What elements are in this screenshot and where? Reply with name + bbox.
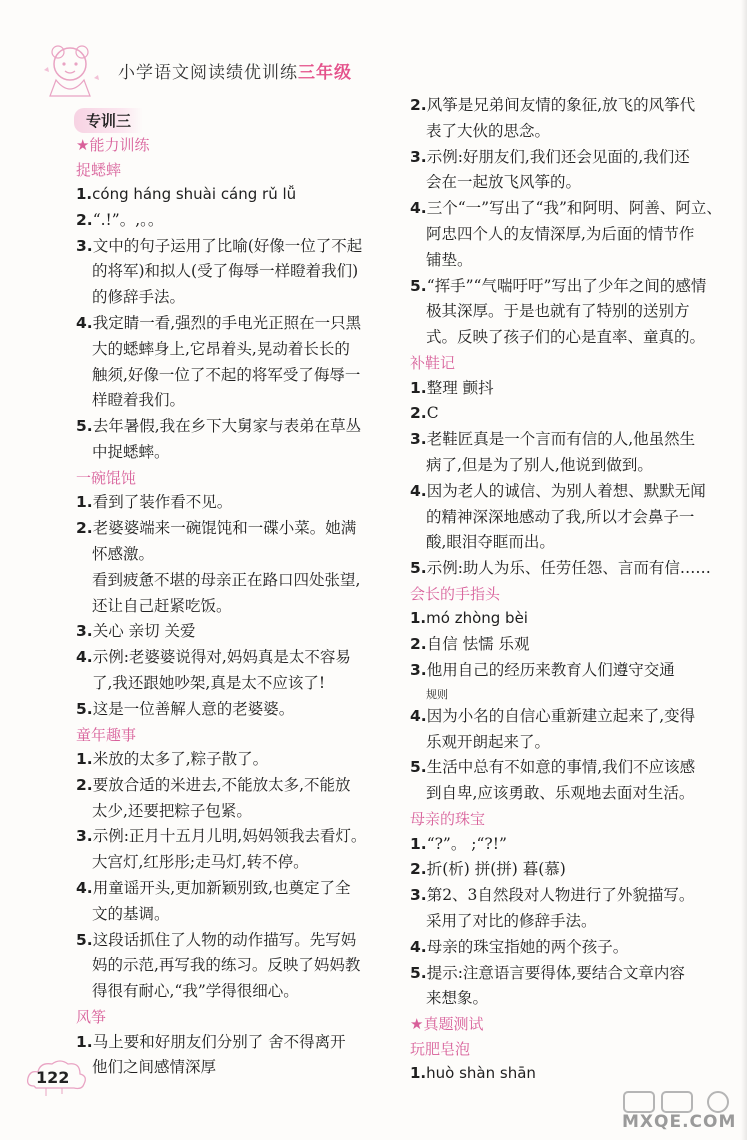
answer-item	[410, 481, 706, 500]
answer-item	[410, 963, 685, 982]
answer-item	[410, 834, 507, 853]
item-number: 1.	[76, 750, 93, 768]
page-number-badge	[24, 1056, 90, 1098]
item-number: 4.	[410, 199, 427, 218]
item-number: 3.	[410, 886, 427, 905]
item-number: 1.	[410, 609, 427, 628]
line-text: 文中的句子运用了比喻(好像一位了不起	[92, 236, 363, 255]
item-number: 1.	[410, 834, 427, 853]
answer-item	[410, 888, 694, 904]
answer-continuation	[426, 175, 581, 191]
line-text: 了,我还跟她吵架,真是太不应该了!	[92, 673, 326, 692]
watermark-logo-icon	[618, 1088, 744, 1114]
item-number: 3.	[410, 661, 427, 679]
answer-item	[410, 98, 695, 114]
line-text: 用童谣开头,更加新颖别致,也奠定了全	[92, 879, 351, 897]
item-number: 5.	[410, 559, 427, 578]
item-number: 3.	[76, 827, 93, 846]
line-text: 规则	[426, 687, 448, 701]
answer-continuation	[426, 507, 695, 526]
section-heading	[76, 160, 122, 179]
line-text: 示例:正月十五月儿明,妈妈领我去看灯。	[92, 827, 367, 846]
line-text: 折(析) 拼(拼) 暮(慕)	[426, 860, 566, 879]
answer-item	[410, 862, 566, 878]
line-text: 会在一起放飞风筝的。	[426, 173, 582, 192]
line-text: 他们之间感情深厚	[92, 1058, 217, 1077]
line-text: 童年趣事	[76, 725, 137, 744]
line-text: 风筝	[76, 1008, 107, 1026]
item-number: 2.	[410, 635, 427, 654]
watermark	[618, 1088, 744, 1136]
item-number: 2.	[76, 210, 93, 229]
item-number: 1.	[76, 493, 93, 512]
line-text: 太少,还要把粽子包紧。	[92, 801, 252, 820]
answer-item	[410, 937, 629, 956]
answer-continuation	[92, 958, 360, 974]
answer-item	[76, 316, 361, 332]
line-text: 马上要和好朋友们分别了 舍不得离开	[92, 1032, 346, 1051]
section-heading	[76, 1010, 106, 1025]
answer-continuation	[426, 250, 473, 269]
answer-item	[410, 637, 530, 653]
line-text: 关心 亲切 关爱	[92, 622, 196, 641]
answer-continuation	[92, 339, 350, 358]
answer-item	[76, 419, 361, 435]
line-text: 生活中总有不如意的事情,我们不应该感	[426, 758, 696, 777]
answer-item	[76, 829, 366, 845]
answer-item	[410, 706, 696, 725]
line-text: 示例:好朋友们,我们还会见面的,我们还	[426, 147, 690, 166]
answer-continuation	[426, 911, 597, 930]
line-text: 乐观开朗起来了。	[426, 732, 551, 751]
item-number: 1.	[76, 185, 93, 203]
item-number: 2.	[76, 775, 93, 794]
grade-label: 三年级	[298, 63, 352, 83]
item-number: 3.	[410, 147, 427, 166]
answer-item	[76, 752, 268, 768]
line-text: 玩肥皂泡	[410, 1039, 471, 1058]
answer-item	[76, 1032, 346, 1051]
item-number: 5.	[410, 758, 427, 777]
item-number: 3.	[76, 236, 93, 255]
answer-continuation	[426, 330, 705, 346]
answer-continuation	[426, 689, 448, 700]
line-text: 大的蟋蟀身上,它昂着头,晃动着长长的	[92, 339, 350, 358]
item-number: 2.	[410, 860, 427, 879]
line-text: 去年暑假,我在乡下大舅家与表弟在草丛	[92, 417, 362, 436]
book-title	[118, 58, 352, 83]
item-number: 2.	[410, 96, 427, 114]
item-number: 3.	[410, 430, 427, 449]
line-text: 到自卑,应该勇敢、乐观地去面对生活。	[426, 784, 695, 803]
line-text: 一碗馄饨	[76, 468, 137, 487]
line-text: 老鞋匠真是一个言而有信的人,他虽然生	[426, 430, 696, 449]
line-text: 看到疲惫不堪的母亲正在路口四处张望,	[92, 570, 361, 589]
answer-item	[410, 561, 711, 577]
line-text: 病了,但是为了别人,他说到做到。	[426, 455, 653, 474]
answer-item	[410, 378, 494, 397]
section-heading	[410, 1039, 471, 1058]
girl-mascot-icon	[38, 40, 102, 100]
line-text: 捉蟋蟀	[76, 160, 122, 179]
line-text: 他用自己的经历来教育人们遵守交通	[426, 661, 675, 679]
line-text: 的精神深深地感动了我,所以才会鼻子一	[426, 507, 695, 526]
answer-item	[410, 760, 695, 776]
answer-item	[410, 147, 690, 166]
line-text: “?”。 ;“?!”	[426, 834, 507, 853]
line-text: 会长的手指头	[410, 584, 501, 603]
line-text: 米放的太多了,粽子散了。	[92, 750, 269, 768]
section-heading	[410, 812, 485, 827]
line-text: 我定睛一看,强烈的手电光正照在一只黑	[92, 314, 362, 332]
line-text: 的修辞手法。	[92, 288, 186, 307]
section-heading	[410, 584, 501, 603]
answer-continuation	[92, 570, 361, 589]
answer-item	[76, 650, 351, 666]
answer-continuation	[426, 121, 551, 140]
line-text: 样瞪着我们。	[92, 391, 186, 410]
line-text: 触须,好像一位了不起的将军受了侮辱一	[92, 365, 361, 384]
line-text: 大宫灯,红彤彤;走马灯,转不停。	[92, 853, 309, 872]
answer-item	[410, 611, 528, 626]
answer-item	[76, 236, 363, 255]
item-number: 1.	[410, 378, 427, 397]
line-text: 第2、3自然段对人物进行了外貌描写。	[426, 886, 695, 905]
answer-item	[76, 930, 357, 949]
section-tag: 专训三	[74, 108, 143, 133]
item-number: 1.	[76, 1032, 93, 1051]
section-heading	[76, 468, 137, 487]
page-edge-shadow	[741, 0, 747, 1140]
line-text: 得很有耐心,“我”学得很细心。	[92, 982, 299, 1001]
answer-continuation	[92, 801, 252, 820]
line-text: mó zhòng bèi	[426, 609, 528, 628]
item-number: 5.	[76, 699, 93, 718]
line-text: 补鞋记	[410, 354, 456, 372]
line-text: 因为老人的诚信、为别人着想、默默无闻	[426, 481, 706, 500]
item-number: 4.	[410, 706, 427, 725]
line-text: 怀感激。	[92, 544, 155, 563]
answer-continuation	[92, 1060, 216, 1076]
line-text: 来想象。	[426, 989, 489, 1008]
answer-continuation	[92, 264, 358, 280]
watermark-text: MXQE.COM	[622, 1112, 737, 1132]
part-heading	[410, 1017, 483, 1032]
line-text: 母亲的珠宝	[410, 810, 486, 828]
line-text: 的将军)和拟人(受了侮辱一样瞪着我们)	[92, 262, 359, 281]
answer-item	[410, 201, 722, 217]
line-text: huò shàn shān	[426, 1064, 536, 1083]
answer-continuation	[92, 673, 326, 692]
page-header	[30, 40, 550, 100]
line-text: 铺垫。	[426, 250, 473, 269]
line-text: 风筝是兄弟间友情的象征,放飞的风筝代	[426, 96, 696, 114]
line-text: 三个“一”写出了“我”和阿明、阿善、阿立、	[426, 199, 722, 218]
answer-item	[76, 881, 351, 897]
line-text: “.!”。,。。	[92, 210, 164, 229]
answer-continuation	[92, 393, 185, 409]
answer-item	[76, 775, 351, 794]
line-text: “挥手”“气喘吁吁”写出了少年之间的感情	[426, 276, 707, 295]
line-text: 自信 怯懦 乐观	[426, 635, 530, 654]
line-text: 还让自己赶紧吃饭。	[92, 596, 232, 615]
part-heading	[76, 138, 149, 153]
answer-continuation	[426, 455, 653, 474]
book-title-text: 小学语文阅读绩优训练	[118, 63, 298, 83]
answer-item	[410, 276, 707, 295]
item-number: 5.	[76, 417, 93, 436]
item-number: 2.	[76, 519, 93, 538]
item-number: 4.	[76, 648, 93, 667]
line-text: C	[426, 404, 439, 423]
line-text: 式。反映了孩子们的心是直率、童真的。	[426, 328, 706, 347]
line-text: 这是一位善解人意的老婆婆。	[92, 699, 295, 718]
line-text: 示例:助人为乐、任劳任怨、言而有信……	[426, 559, 711, 578]
line-text: 要放合适的米进去,不能放太多,不能放	[92, 775, 351, 794]
answer-item	[76, 495, 232, 511]
line-text: 妈的示范,再写我的练习。反映了妈妈教	[92, 956, 361, 975]
answer-continuation	[92, 290, 185, 306]
item-number: 1.	[410, 1064, 427, 1083]
answer-continuation	[92, 596, 232, 615]
line-text: 这段话抓住了人物的动作描写。先写妈	[92, 930, 357, 949]
answer-item	[76, 210, 164, 229]
page-number: 122	[36, 1068, 70, 1087]
line-text: 采用了对比的修辞手法。	[426, 911, 597, 930]
item-number: 5.	[410, 963, 427, 982]
line-text: 表了大伙的思念。	[426, 121, 551, 140]
answer-item	[76, 699, 295, 718]
item-number: 2.	[410, 404, 427, 423]
item-number: 5.	[410, 276, 427, 295]
line-text: 提示:注意语言要得体,要结合文章内容	[426, 963, 685, 982]
answer-item	[76, 521, 356, 537]
item-number: 4.	[410, 481, 427, 500]
item-number: 3.	[76, 622, 93, 641]
line-text: 整理 颤抖	[426, 378, 494, 397]
answer-continuation	[426, 732, 551, 751]
line-text: 示例:老婆婆说得对,妈妈真是太不容易	[92, 648, 351, 667]
answer-item	[410, 663, 675, 679]
answer-continuation	[92, 984, 299, 1000]
answer-continuation	[426, 991, 488, 1007]
line-text: 极其深厚。于是也就有了特别的送别方	[426, 302, 690, 321]
item-number: 4.	[76, 314, 93, 332]
answer-item	[76, 187, 296, 202]
item-number: 5.	[76, 930, 93, 949]
answer-continuation	[426, 535, 555, 551]
item-number: 4.	[410, 937, 427, 956]
answer-continuation	[92, 365, 361, 384]
line-text: 看到了装作看不见。	[92, 493, 233, 512]
line-text: 阿忠四个人的友情深厚,为后面的情节作	[426, 225, 695, 243]
answer-continuation	[426, 786, 694, 802]
answer-continuation	[92, 855, 309, 871]
answer-continuation	[426, 227, 694, 243]
answer-continuation	[92, 544, 155, 563]
line-text: cóng háng shuài cáng rǔ lǚ	[92, 185, 297, 203]
answer-continuation	[92, 904, 170, 923]
line-text: ★真题测试	[410, 1015, 484, 1034]
answer-continuation	[92, 445, 170, 461]
item-number: 4.	[76, 879, 93, 897]
line-text: ★能力训练	[76, 136, 150, 154]
section-heading	[410, 356, 455, 371]
line-text: 文的基调。	[92, 904, 170, 923]
line-text: 中捉蟋蟀。	[92, 443, 170, 461]
answer-continuation	[426, 304, 690, 320]
answer-item	[410, 432, 695, 448]
line-text: 因为小名的自信心重新建立起来了,变得	[426, 706, 696, 725]
answer-item	[76, 624, 196, 640]
line-text: 酸,眼泪夺眶而出。	[426, 533, 555, 552]
section-heading	[76, 725, 137, 744]
line-text: 母亲的珠宝指她的两个孩子。	[426, 937, 629, 956]
line-text: 老婆婆端来一碗馄饨和一碟小菜。她满	[92, 519, 357, 538]
answer-item	[410, 406, 439, 422]
answer-item	[410, 1066, 536, 1081]
